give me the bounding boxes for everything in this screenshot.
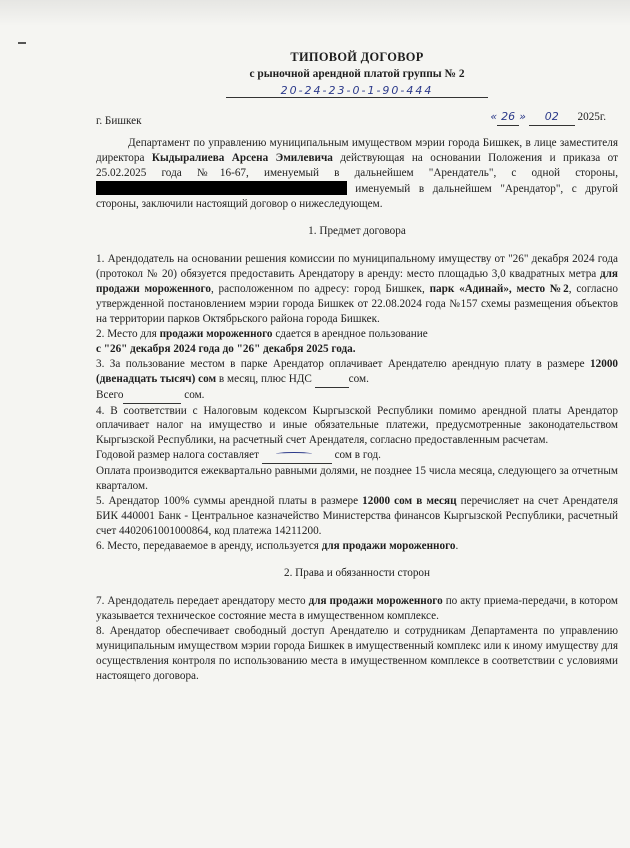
clause-text: перечисляет на счет Арендателя БИК 440001 Банк - Центральное казначейство Министерства финансов Кыргызской Республики, расчетный счет 4402061001000864, код платежа 14211200. <box>96 494 618 537</box>
preamble-text-2: действующая на основании Положения и приказа от 25.02.2025 года №16-67, именуемый в дальнейшем "Арендатель", с одной стороны, <box>96 151 618 179</box>
redacted-block <box>241 181 347 195</box>
preamble-text-1: Департамент по управлению муниципальным имуществом мэрии города Бишкек, в лице заместителя директора <box>96 137 618 164</box>
clause-bold: парк «Адинай», место №2 <box>429 283 569 296</box>
clause-bold: 12000 сом в месяц <box>362 494 457 507</box>
clause-bold: для продажи мороженного <box>96 268 618 296</box>
clause-text: 7. Арендодатель передает арендатору место <box>96 595 309 608</box>
clause-bold: продажи мороженного <box>159 327 273 340</box>
clause-8: 8. Арендатор обеспечивает свободный доступ Арендателю и сотрудникам Департамента по управлению муниципальным имуществом мэрии города Бишкек в имущественный комплекс или к иному имуществу для осуществления контроля по использованию места в имущественном комплексе в соответствии с условиями настоящего договора. <box>96 625 618 682</box>
clause-text: 1. Арендодатель на основании решения комиссии по муниципальному имуществу от "26" декабря 2024 года (протокол № 20) обязуется предоставить Арендатору в аренду: место площадью 3,0 квадратных метра <box>96 253 618 281</box>
clause-text: 6. Место, передаваемое в аренду, используется <box>96 539 322 552</box>
total-blank <box>123 388 181 404</box>
clause-text: сдается в арендное пользование <box>272 327 428 340</box>
clause-text: сом в год. <box>331 449 381 462</box>
clause-text: сом. <box>348 372 369 385</box>
clause-bold: для продажи мороженного <box>308 595 443 608</box>
clause-text: 2. Место для <box>96 327 160 340</box>
redacted-block <box>96 181 264 195</box>
clause-text: Годовой размер налога составляет <box>96 449 262 462</box>
document-title: ТИПОВОЙ ДОГОВОР <box>290 50 424 64</box>
preamble-text-3: именуемый в дальнейшем "Арендатор", с другой стороны, заключили настоящий договор о нижеследующем. <box>96 182 619 210</box>
clause-text: в месяц, плюс НДС <box>216 372 315 385</box>
clause-7 <box>96 594 618 624</box>
section-heading: 1. Предмет договора <box>308 224 406 237</box>
clause-6 <box>96 539 618 554</box>
date-close-quote: » <box>519 110 526 123</box>
clause-text: , согласно утвержденной постановлением мэрии города Бишкек от 22.08.2024 года №157 схемы размещения объектов на территории парков Октябрьского района города Бишкек. <box>96 283 618 326</box>
date-open-quote: « <box>490 110 498 123</box>
contract-date <box>490 110 606 126</box>
total-label: Всего <box>96 388 124 401</box>
place-date-row <box>96 110 618 130</box>
clause-2 <box>96 327 618 342</box>
section-heading: 2. Права и обязанности сторон <box>283 566 430 579</box>
tax-amount-blank <box>262 448 332 464</box>
date-month: 02 <box>529 110 575 126</box>
clause-4: 4. В соответствии с Налоговым кодексом Кыргызской Республики помимо арендной платы Арендатор оплачивает налог на имущество и иные обязательные платежи, предусмотренные законодательством Кыргызской Республики, на расчетный счет Арендателя, согласно предоставленным расчетам. <box>96 404 618 447</box>
date-day: 26 <box>497 110 519 126</box>
city-label: г. Бишкек <box>96 115 142 127</box>
handwritten-contract-number: 20-24-23-0-1-90-444 <box>226 84 488 98</box>
date-year: 2025г. <box>577 111 606 123</box>
clause-text: 5. Арендатор 100% суммы арендной платы в размере <box>96 494 363 507</box>
clause-text: , расположенном по адресу: город Бишкек, <box>210 283 430 296</box>
vat-blank <box>315 372 349 388</box>
rental-period <box>96 342 618 357</box>
document-subtitle: с рыночной арендной платой группы № 2 <box>249 68 465 80</box>
clause-1 <box>96 252 618 327</box>
clause-text: . <box>455 539 459 552</box>
clause-text: 3. За пользование местом в парке Арендатор оплачивает Арендателю арендную плату в размере <box>96 357 591 370</box>
clause-3 <box>96 357 618 388</box>
rent-amount: 12000 (двенадцать тысяч) сом <box>96 357 618 385</box>
clause-5 <box>96 494 618 539</box>
page-shadow <box>0 0 630 26</box>
document-content <box>96 50 618 684</box>
clause-4-tax <box>96 448 618 464</box>
margin-mark <box>18 42 26 44</box>
representative-name: Кыдыралиева Арсена Эмилевича <box>151 151 333 164</box>
clause-4-payment: Оплата производится ежеквартально равными долями, не позднее 15 числа месяца, следующего за отчетным кварталом. <box>96 465 618 493</box>
preamble-paragraph <box>96 136 618 212</box>
clause-3-total <box>96 388 618 404</box>
clause-bold: для продажи мороженного <box>321 539 456 552</box>
clause-text: по акту приема-передачи, в котором указывается техническое состояние места в имущественном комплексе. <box>96 595 618 623</box>
total-unit: сом. <box>181 388 205 401</box>
rental-period-text: с "26" декабря 2024 года до "26" декабря 2025 года. <box>96 342 356 355</box>
